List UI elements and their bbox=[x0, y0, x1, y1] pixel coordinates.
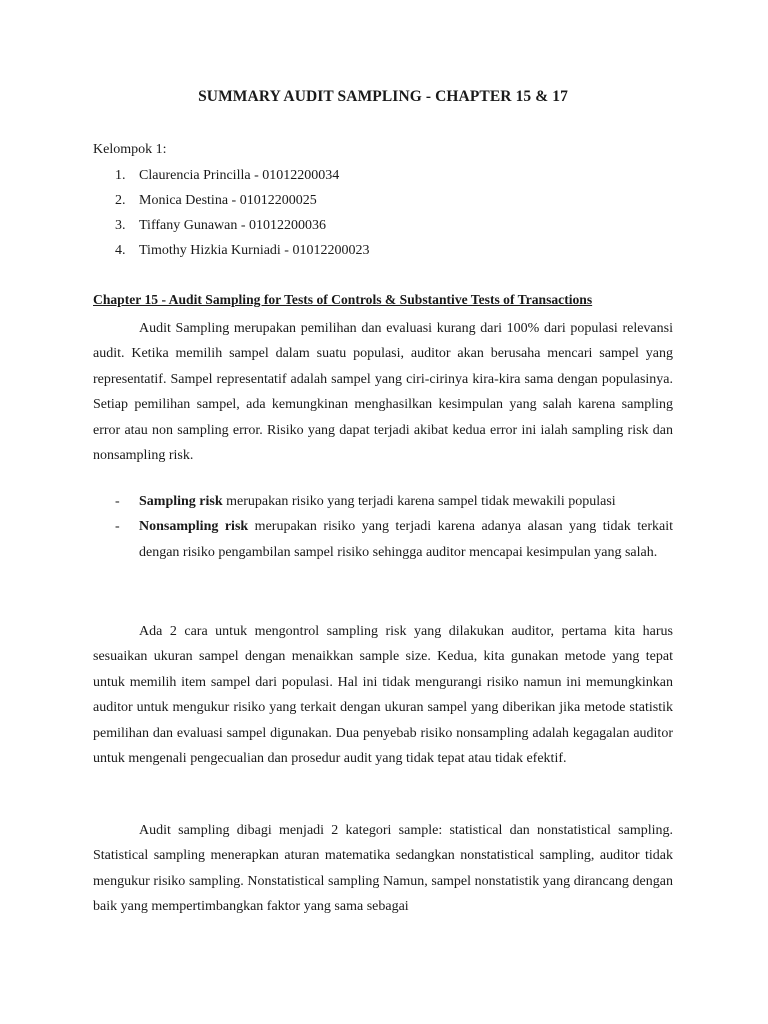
bullet-term: Nonsampling risk bbox=[139, 519, 249, 535]
member-list bbox=[93, 166, 653, 266]
risk-bullet-list bbox=[93, 489, 673, 565]
paragraph-sampling-risk-control: Ada 2 cara untuk mengontrol sampling risk yang dilakukan auditor, pertama kita harus sesuaikan ukuran sampel dengan menaikkan sample size. Kedua, kita gunakan metode yang tepat untuk memilih item sampel dari populasi. Hal ini tidak mengurangi risiko namun ini memungkinkan auditor untuk mengukur risiko yang terkait dengan ukuran sampel yang diberikan jika metode statistik pemilihan dan evaluasi sampel digunakan. Dua penyebab risiko nonsampling adalah kegagalan auditor untuk mengenali pengecualian dan prosedur audit yang tidak tepat atau tidak efektif. bbox=[93, 624, 673, 767]
bullet-text: merupakan risiko yang terjadi karena sampel tidak mewakili populasi bbox=[222, 494, 616, 509]
member-number: 2. bbox=[115, 193, 126, 208]
member-item bbox=[93, 241, 653, 266]
member-name: Monica Destina - 01012200025 bbox=[139, 193, 317, 208]
bullet-item bbox=[93, 489, 673, 514]
member-item bbox=[93, 216, 653, 241]
bullet-text: merupakan risiko yang terjadi karena adanya alasan yang tidak terkait dengan risiko pengambilan sampel risiko sehingga auditor mencapai kesimpulan yang salah. bbox=[139, 519, 673, 560]
bullet-dash: - bbox=[115, 519, 120, 535]
chapter-heading: Chapter 15 - Audit Sampling for Tests of Controls & Substantive Tests of Transactions bbox=[93, 292, 593, 307]
member-number: 4. bbox=[115, 243, 126, 258]
member-name: Tiffany Gunawan - 01012200036 bbox=[139, 218, 327, 233]
bullet-item bbox=[93, 514, 673, 565]
group-label: Kelompok 1: bbox=[93, 142, 167, 157]
bullet-dash: - bbox=[115, 494, 120, 509]
paragraph-intro: Audit Sampling merupakan pemilihan dan evaluasi kurang dari 100% dari populasi relevansi audit. Ketika memilih sampel dalam suatu populasi, auditor akan berusaha mencari sampel yang representatif. Sampel representatif adalah sampel yang ciri-cirinya kira-kira sama dengan populasinya. Setiap pemilihan sampel, ada kemungkinan menghasilkan kesimpulan yang salah karena sampling error atau non sampling error. Risiko yang dapat terjadi akibat kedua error ini ialah sampling risk dan nonsampling risk. bbox=[93, 321, 673, 464]
bullet-term: Sampling risk bbox=[139, 494, 223, 509]
member-item bbox=[93, 166, 653, 191]
member-number: 3. bbox=[115, 218, 126, 233]
member-name: Claurencia Princilla - 01012200034 bbox=[139, 168, 340, 183]
paragraph-sampling-categories: Audit sampling dibagi menjadi 2 kategori sample: statistical dan nonstatistical sampling. Statistical sampling menerapkan aturan matematika sedangkan nonstatistical sampling, auditor tidak mengukur risiko sampling. Nonstatistical sampling Namun, sampel nonstatistik yang dirancang dengan baik yang mempertimbangkan faktor yang sama sebagai bbox=[93, 823, 673, 915]
member-item bbox=[93, 191, 653, 216]
member-name: Timothy Hizkia Kurniadi - 01012200023 bbox=[139, 243, 370, 258]
member-number: 1. bbox=[115, 168, 126, 183]
document-title: SUMMARY AUDIT SAMPLING - CHAPTER 15 & 17 bbox=[198, 88, 568, 105]
